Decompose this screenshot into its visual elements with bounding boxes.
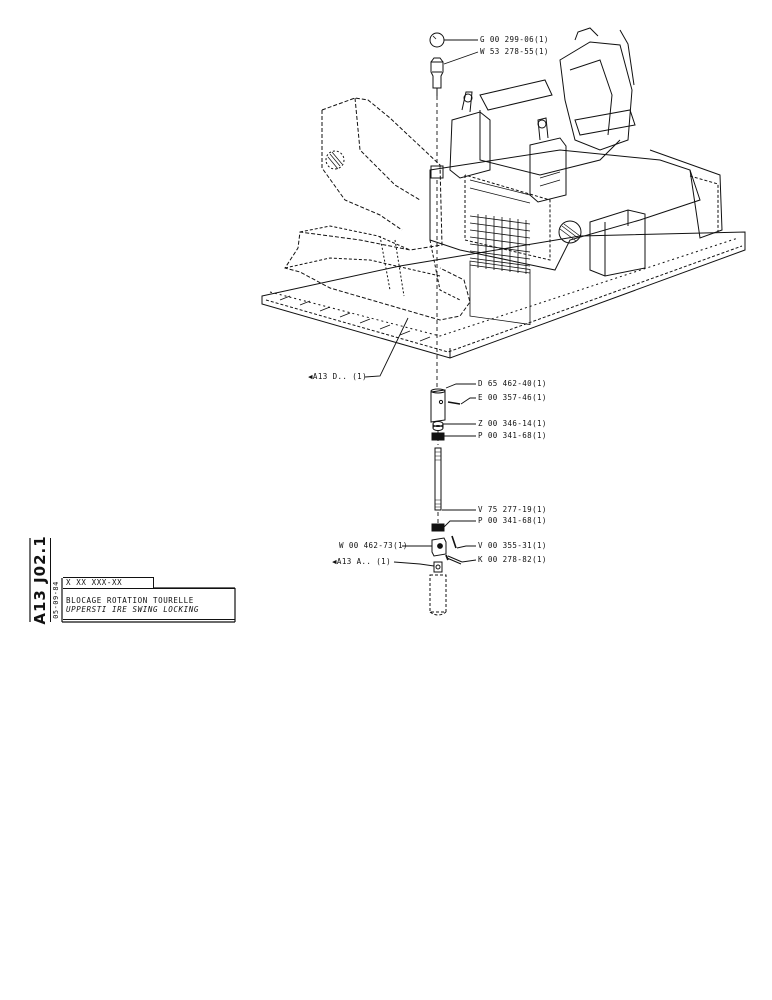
part-label: V 75 277-19(1): [478, 505, 547, 514]
threaded-rod-part: [435, 448, 441, 510]
divider: [63, 619, 235, 620]
block-part: [432, 538, 446, 556]
turret-assembly: [262, 28, 745, 358]
right-block: [590, 210, 645, 276]
drawing-date: 05-09-84: [52, 581, 60, 619]
bolt-part: [447, 556, 462, 564]
part-label: P 00 341-68(1): [478, 516, 547, 525]
platform-plate: [262, 232, 745, 358]
pin-part: [448, 402, 460, 404]
part-label: G 00 299-06(1): [480, 35, 549, 44]
drawing-number: X XX XXX-XX: [66, 578, 123, 587]
parts: [430, 33, 462, 615]
assembly-axis: [437, 96, 438, 525]
part-label: K 00 278-82(1): [478, 555, 547, 564]
knob-part: [430, 33, 444, 47]
bushing-part-top: [432, 433, 444, 440]
spring-pin-part: [452, 536, 456, 548]
grille: [470, 214, 530, 324]
reference-label-lower: ◀A13 A.. (1): [332, 557, 391, 566]
bushing-part-bottom: [432, 524, 444, 531]
control-console: [450, 92, 566, 203]
boom-foot: [285, 98, 470, 320]
part-label: Z 00 346-14(1): [478, 419, 547, 428]
part-label: W 00 462-73(1): [339, 541, 408, 550]
reference-label-upper: ◀A13 D.. (1): [308, 372, 367, 381]
title-french: BLOCAGE ROTATION TOURELLE: [66, 596, 194, 605]
part-label: V 00 355-31(1): [478, 541, 547, 550]
drawing-code: A13 J02.1: [31, 535, 49, 625]
title-english: UPPERSTI IRE SWING LOCKING: [66, 605, 199, 614]
divider: [63, 588, 235, 589]
part-label: E 00 357-46(1): [478, 393, 547, 402]
part-label: P 00 341-68(1): [478, 431, 547, 440]
part-label: D 65 462-40(1): [478, 379, 547, 388]
title-block: [63, 577, 235, 620]
housing: [430, 150, 700, 270]
sleeve-part: [431, 389, 445, 422]
part-label: W 53 278-55(1): [480, 47, 549, 56]
cylinder-part: [430, 575, 446, 615]
handle-part: [431, 58, 443, 96]
